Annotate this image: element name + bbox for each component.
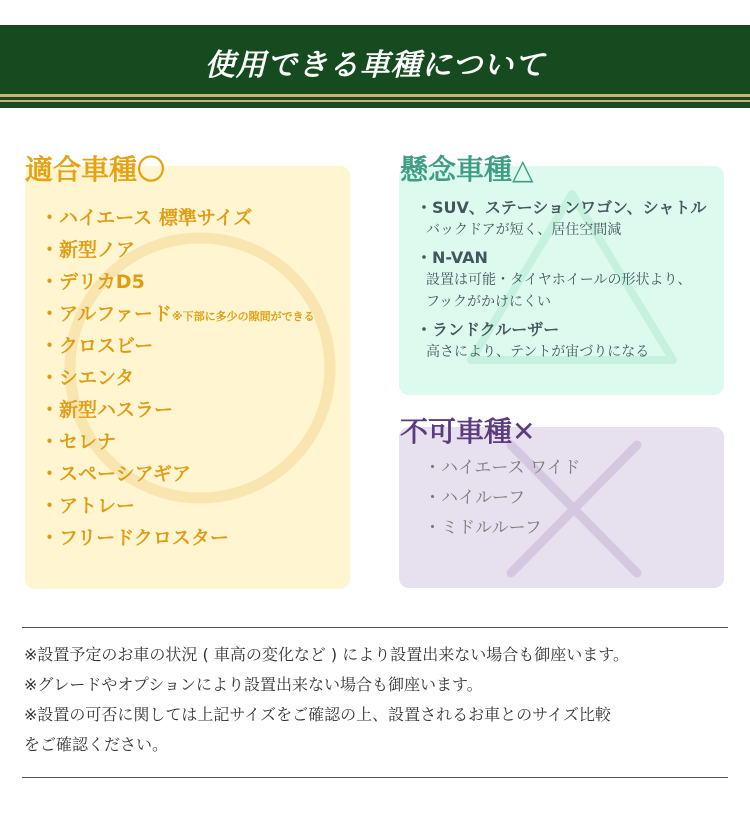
compatible-heading: 適合車種〇 [25, 153, 166, 186]
concern-heading: 懸念車種△ [400, 153, 534, 186]
banner-stripe [0, 100, 750, 102]
vehicle-note: 高さにより、テントが宙づりになる [426, 344, 650, 360]
list-item [416, 247, 706, 313]
list-item [416, 197, 706, 241]
list-item: ・アトレー [40, 495, 136, 517]
title-banner [0, 25, 750, 108]
list-item: ・ミドルルーフ [424, 518, 542, 538]
list-item: ・セレナ [40, 431, 117, 453]
list-item: ・デリカD5 [40, 271, 145, 293]
list-item: ・スペーシアギア [40, 463, 191, 485]
list-item: ・ハイルーフ [424, 488, 526, 508]
list-item [416, 319, 706, 363]
list-item: ・シエンタ [40, 367, 135, 389]
incompatible-heading: 不可車種✕ [400, 415, 536, 448]
list-item: ・クロスビー [40, 335, 154, 357]
vehicle-note: バックドアが短く、居住空間減 [426, 222, 622, 238]
banner-title: 使用できる車種について [204, 48, 546, 83]
vehicle-note: フックがかけにくい [426, 294, 552, 310]
vehicle-note: 設置は可能・タイヤホイールの形状より、 [426, 272, 692, 288]
compatible-list [40, 204, 315, 556]
banner-stripe [0, 94, 750, 97]
note-line: をご確認ください。 [24, 735, 169, 754]
list-item: ・新型ノア [40, 239, 136, 261]
divider [22, 627, 728, 628]
list-item: ・フリードクロスター [40, 527, 229, 549]
note-line: ※設置予定のお車の状況 ( 車高の変化など ) により設置出来ない場合も御座います。 [24, 645, 629, 664]
vehicle-name: ・N-VAN [416, 248, 488, 267]
divider [22, 777, 728, 778]
list-item: ・ハイエース ワイド [424, 458, 581, 478]
vehicle-name: ・ランドクルーザー [416, 320, 560, 339]
list-item: ・ハイエース 標準サイズ [40, 207, 253, 229]
note-line: ※設置の可否に関しては上記サイズをご確認の上、設置されるお車とのサイズ比較 [24, 705, 611, 724]
concern-list [416, 197, 706, 369]
note-line: ※グレードやオプションにより設置出来ない場合も御座います。 [24, 675, 483, 694]
list-item: ・新型ハスラー [40, 399, 174, 421]
list-item: ・アルファード※下部に多少の隙間ができる [40, 303, 315, 325]
notes-section [24, 640, 734, 760]
vehicle-name: ・SUV、ステーションワゴン、シャトル [416, 198, 707, 217]
incompatible-list [424, 455, 580, 545]
fit-note: ※下部に多少の隙間ができる [171, 310, 315, 323]
